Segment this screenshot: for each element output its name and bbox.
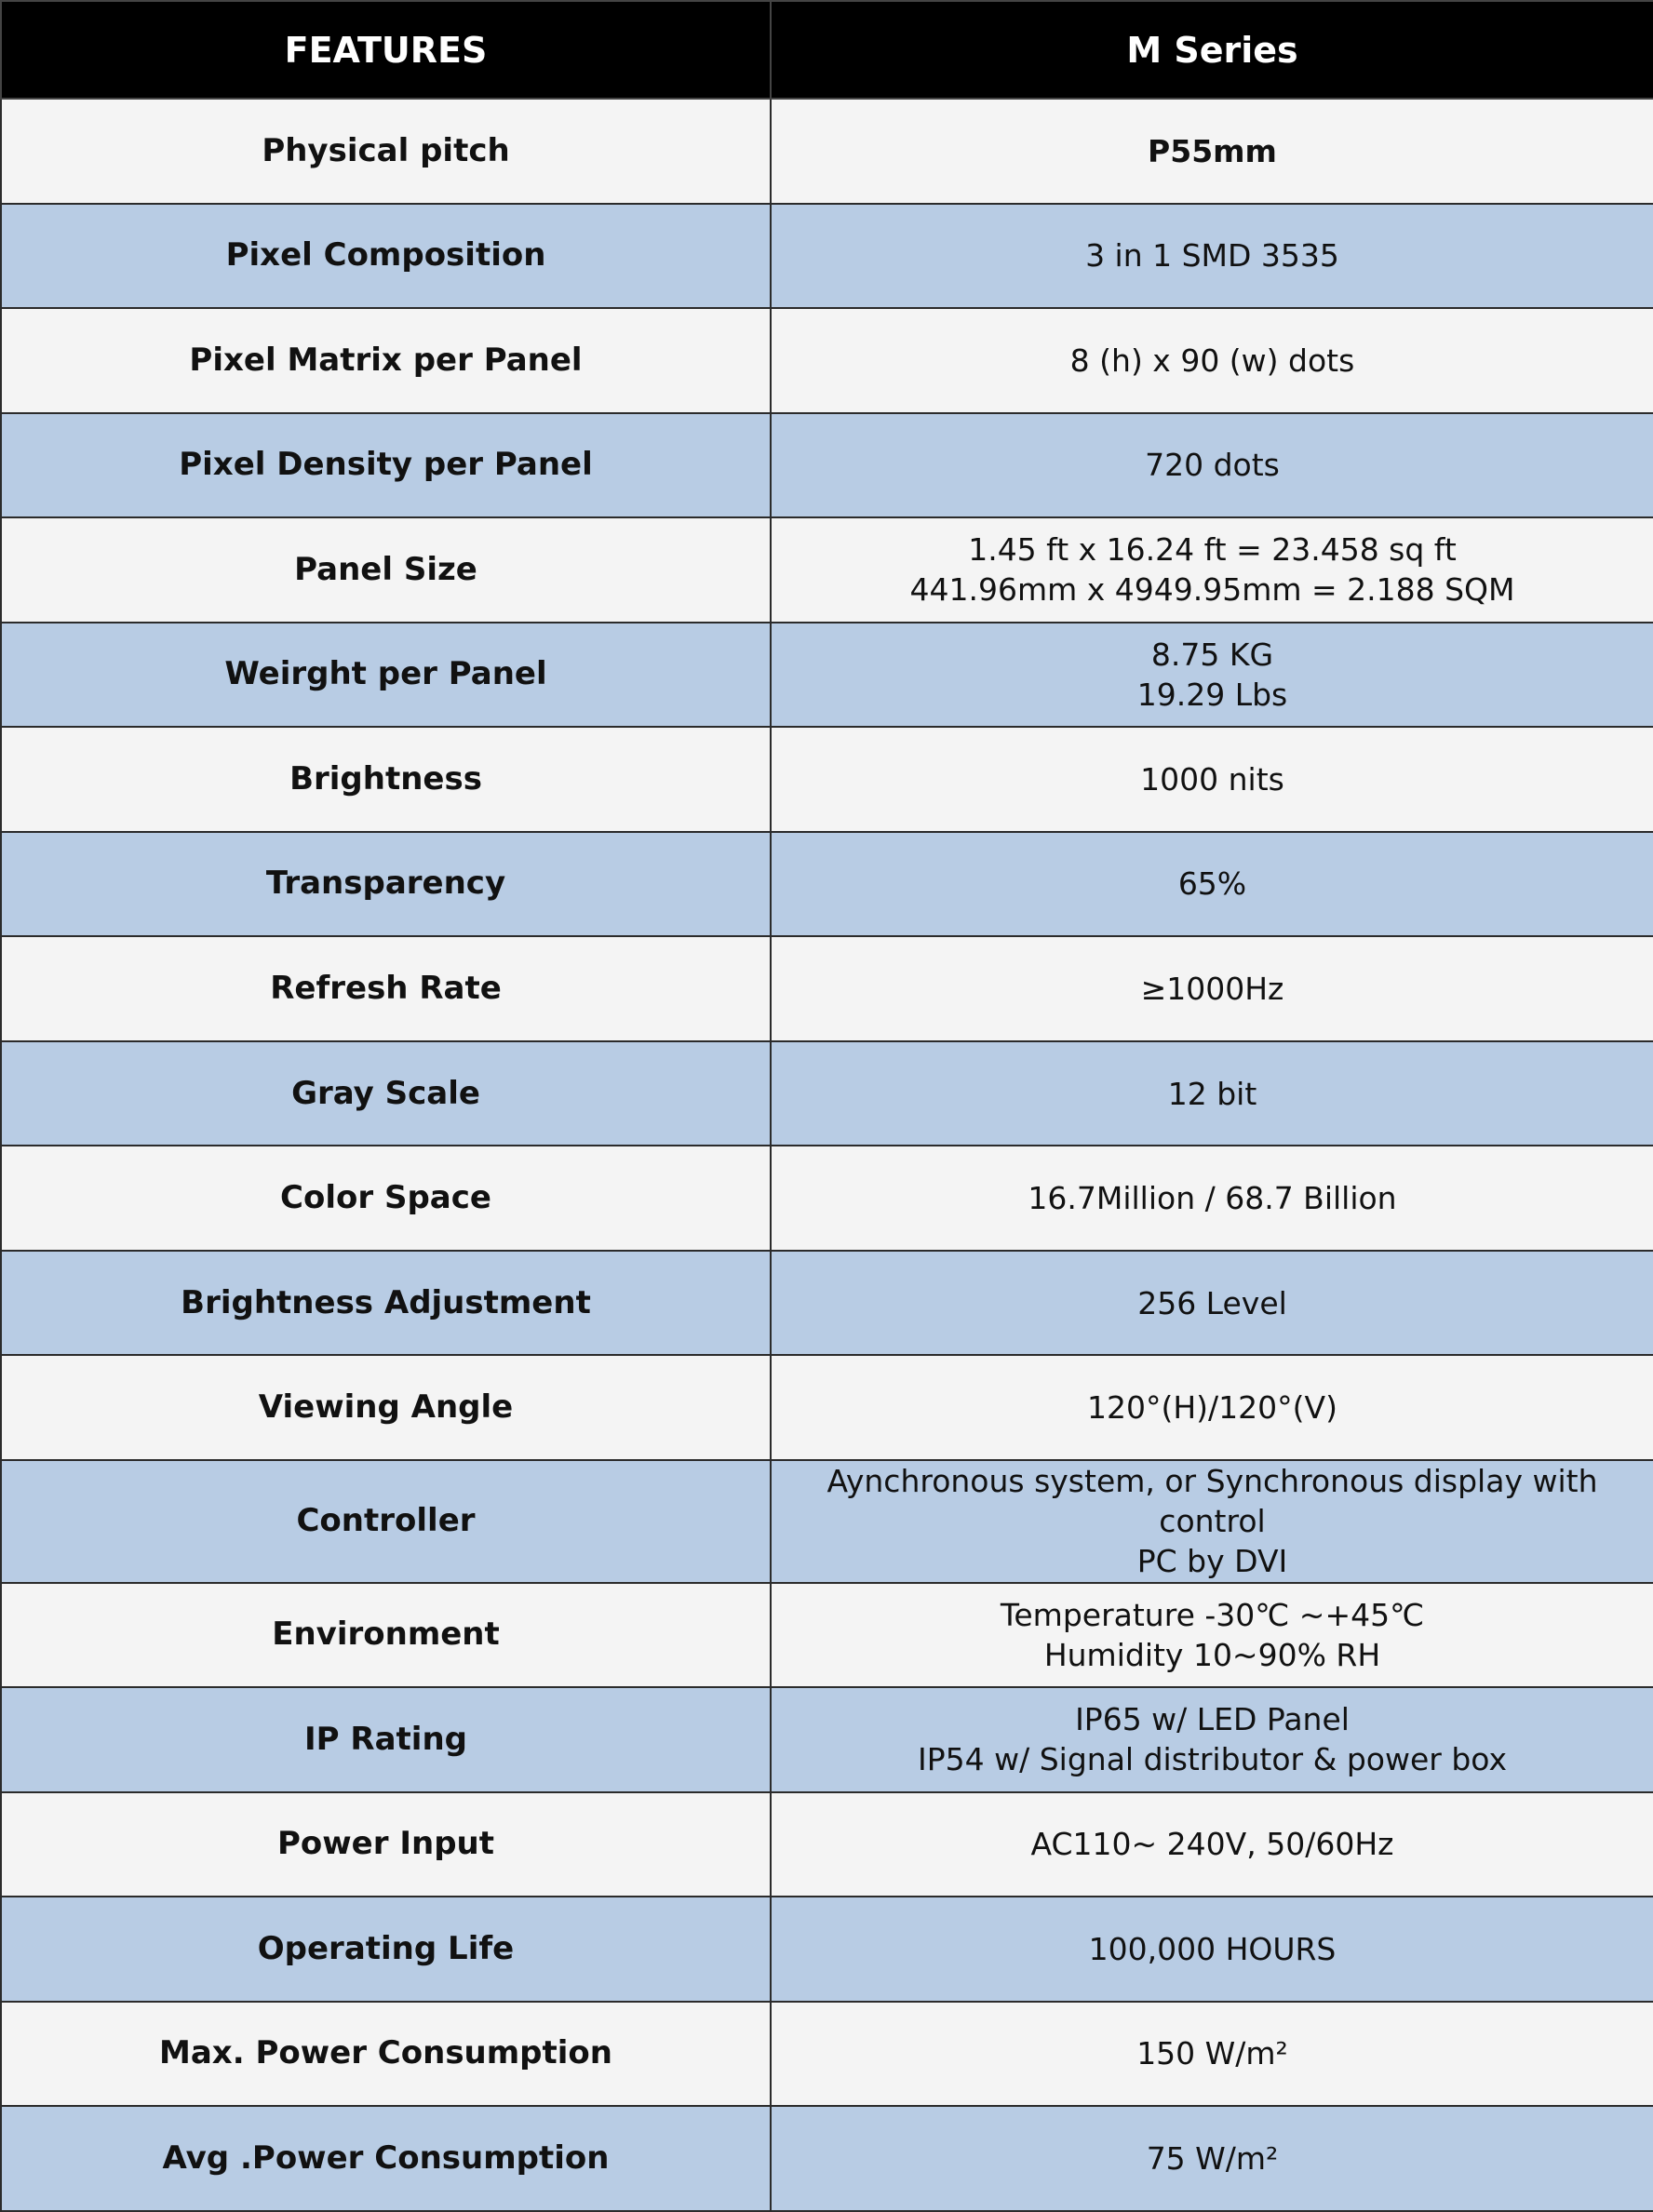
value-line: 720 dots (1145, 447, 1280, 484)
value-line: AC110~ 240V, 50/60Hz (1030, 1826, 1394, 1863)
value-line: 1.45 ft x 16.24 ft = 23.458 sq ft (968, 531, 1457, 569)
feature-value (771, 517, 1653, 623)
table-row-color-space (1, 1146, 1653, 1251)
value-line: 256 Level (1137, 1284, 1287, 1321)
feature-value (771, 1251, 1653, 1356)
value-line: Aynchronous system, or Synchronous display with control (826, 1463, 1598, 1540)
table-row-ip-rating (1, 1687, 1653, 1792)
value-line: 3 in 1 SMD 3535 (1085, 237, 1339, 275)
table-row-physical-pitch (1, 99, 1653, 204)
table-row-pixel-density (1, 413, 1653, 518)
feature-value (771, 1897, 1653, 2002)
header-row (1, 1, 1653, 99)
table-row-environment (1, 1583, 1653, 1688)
table-row-pixel-matrix (1, 308, 1653, 413)
feature-value (771, 1146, 1653, 1251)
feature-value (771, 727, 1653, 832)
value-line: 75 W/m² (1146, 2140, 1279, 2178)
table-row-avg-power (1, 2106, 1653, 2211)
value-line: 16.7Million / 68.7 Billion (1028, 1180, 1397, 1217)
table-row-brightness-adjustment (1, 1251, 1653, 1356)
value-line: 441.96mm x 4949.95mm = 2.188 SQM (909, 571, 1515, 609)
value-line: PC by DVI (1136, 1543, 1288, 1580)
value-line: ≥1000Hz (1140, 971, 1284, 1008)
table-row-viewing-angle (1, 1355, 1653, 1460)
feature-label: Controller (1, 1460, 771, 1583)
feature-label: Environment (1, 1583, 771, 1688)
feature-value (771, 2106, 1653, 2211)
table-row-operating-life (1, 1897, 1653, 2002)
feature-label: Physical pitch (1, 99, 771, 204)
feature-value (771, 832, 1653, 937)
table-row-weight (1, 623, 1653, 728)
value-line: 8.75 KG (1150, 636, 1274, 673)
feature-value (771, 1583, 1653, 1688)
feature-label: Operating Life (1, 1897, 771, 2002)
series-column-header: M Series (771, 1, 1653, 99)
feature-label: Weirght per Panel (1, 623, 771, 728)
table-row-brightness (1, 727, 1653, 832)
value-line: 12 bit (1167, 1075, 1257, 1112)
value-line: 19.29 Lbs (1136, 676, 1288, 713)
feature-value (771, 99, 1653, 204)
feature-label: Gray Scale (1, 1041, 771, 1146)
value-line: P55mm (1148, 132, 1277, 169)
feature-label: Transparency (1, 832, 771, 937)
feature-value (771, 1687, 1653, 1792)
feature-label: Brightness Adjustment (1, 1251, 771, 1356)
table-row-max-power (1, 2002, 1653, 2107)
feature-value (771, 2002, 1653, 2107)
feature-value (771, 936, 1653, 1041)
value-line: 100,000 HOURS (1088, 1930, 1337, 1967)
value-line: IP65 w/ LED Panel (1075, 1701, 1350, 1738)
feature-label: Pixel Matrix per Panel (1, 308, 771, 413)
feature-value (771, 1041, 1653, 1146)
value-line: 120°(H)/120°(V) (1087, 1389, 1337, 1427)
feature-label: Max. Power Consumption (1, 2002, 771, 2107)
feature-label: Pixel Composition (1, 204, 771, 309)
feature-value (771, 308, 1653, 413)
feature-value (771, 1460, 1653, 1583)
feature-label: Power Input (1, 1792, 771, 1897)
value-line: Humidity 10~90% RH (1043, 1636, 1381, 1673)
feature-label: Brightness (1, 727, 771, 832)
value-line: Temperature -30℃ ~+45℃ (1000, 1596, 1425, 1633)
feature-label: IP Rating (1, 1687, 771, 1792)
table-row-power-input (1, 1792, 1653, 1897)
feature-label: Refresh Rate (1, 936, 771, 1041)
features-column-header: FEATURES (1, 1, 771, 99)
value-line: 8 (h) x 90 (w) dots (1069, 342, 1355, 379)
table-row-pixel-composition (1, 204, 1653, 309)
feature-value (771, 204, 1653, 309)
table-row-refresh-rate (1, 936, 1653, 1041)
feature-label: Color Space (1, 1146, 771, 1251)
feature-value (771, 623, 1653, 728)
table-row-gray-scale (1, 1041, 1653, 1146)
table-row-transparency (1, 832, 1653, 937)
feature-label: Pixel Density per Panel (1, 413, 771, 518)
feature-label: Panel Size (1, 517, 771, 623)
value-line: IP54 w/ Signal distributor & power box (918, 1741, 1507, 1778)
feature-value (771, 1792, 1653, 1897)
feature-label: Avg .Power Consumption (1, 2106, 771, 2211)
feature-label: Viewing Angle (1, 1355, 771, 1460)
value-line: 65% (1177, 865, 1247, 903)
value-line: 150 W/m² (1136, 2035, 1288, 2072)
value-line: 1000 nits (1140, 760, 1284, 798)
feature-value (771, 1355, 1653, 1460)
table-row-panel-size (1, 517, 1653, 623)
feature-value (771, 413, 1653, 518)
table-row-controller (1, 1460, 1653, 1583)
